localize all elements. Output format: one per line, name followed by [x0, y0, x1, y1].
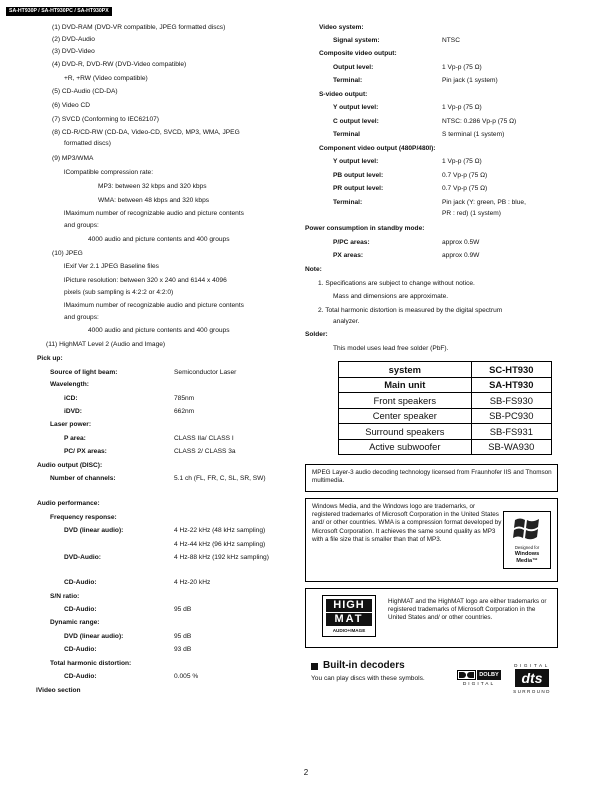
spec-value: 0.005 %: [174, 673, 199, 680]
spec-value: 1 Vp-p (75 Ω): [442, 104, 482, 111]
spec-heading: Video system:: [319, 24, 364, 31]
spec-label: PR output level:: [333, 185, 384, 192]
spec-value: 4 Hz-20 kHz: [174, 579, 211, 586]
spec-label: Source of light beam:: [50, 369, 118, 376]
spec-label: Signal system:: [333, 37, 380, 44]
spec-label: Y output level:: [333, 104, 379, 111]
windows-media-text: Windows Media, and the Windows logo are trademarks, or registered trademarks of Microsoft Corporation in the United States and/ or other countries. WMA is a compression format developed by Microsoft Corporation. It achieves the same sound quality as MP3 with a file size that is smaller than that of MP3.: [312, 503, 502, 543]
table-cell: Front speakers: [339, 393, 472, 409]
spec-label: iCD:: [64, 395, 78, 402]
windows-media-box: [305, 498, 558, 582]
disc-item: 4000 audio and picture contents and 400 groups: [88, 236, 230, 243]
spec-label: PC/ PX areas:: [64, 448, 107, 455]
spec-value: approx 0.5W: [442, 239, 480, 246]
highmat-logo: [322, 595, 376, 637]
spec-value: PR : red) (1 system): [442, 210, 501, 217]
spec-heading: Solder:: [305, 331, 328, 338]
spec-label: Terminal: [333, 131, 360, 138]
spec-heading: Laser power:: [50, 421, 92, 428]
table-row: [339, 408, 552, 424]
dolby-label: DOLBY: [477, 670, 501, 680]
table-cell: SA-HT930: [471, 377, 551, 393]
spec-heading: Power consumption in standby mode:: [305, 225, 425, 232]
disc-item: (3) DVD-Video: [52, 48, 95, 55]
double-d-icon: [457, 670, 476, 680]
note-text: 2. Total harmonic distortion is measured by the digital spectrum: [318, 307, 503, 314]
table-cell: Center speaker: [339, 408, 472, 424]
spec-value: Pin jack (1 system): [442, 77, 498, 84]
note-text: 1. Specifications are subject to change without notice.: [318, 280, 475, 287]
disc-item: (11) HighMAT Level 2 (Audio and Image): [46, 341, 166, 348]
disc-item: formatted discs): [64, 140, 111, 147]
model-table: [338, 361, 552, 455]
windows-media-logo: [503, 511, 551, 569]
table-row: [339, 439, 552, 455]
spec-heading: lVideo section: [36, 687, 81, 694]
spec-value: 4 Hz-22 kHz (48 kHz sampling): [174, 527, 266, 534]
disc-item: (2) DVD-Audio: [52, 36, 95, 43]
highmat-text: HighMAT and the HighMAT logo are either trademarks or registered trademarks of Microsoft Corporation in the United States and/ or other countries.: [388, 598, 547, 622]
spec-label: iDVD:: [64, 408, 82, 415]
table-cell: SC-HT930: [471, 362, 551, 378]
spec-value: 4 Hz-88 kHz (192 kHz sampling): [174, 554, 269, 561]
spec-heading: Note:: [305, 266, 322, 273]
table-cell: Surround speakers: [339, 424, 472, 440]
disc-item: lMaximum number of recognizable audio and picture contents: [64, 210, 244, 217]
spec-label: CD-Audio:: [64, 606, 97, 613]
spec-value: CLASS 2/ CLASS 3a: [174, 448, 236, 455]
dts-logo: [510, 663, 554, 695]
table-cell: SB-FS930: [471, 393, 551, 409]
disc-item: +R, +RW (Video compatible): [64, 75, 148, 82]
disc-item: and groups:: [64, 314, 99, 321]
spec-value: 0.7 Vp-p (75 Ω): [442, 172, 488, 179]
windows-logo-line3: Media™: [516, 558, 538, 564]
dts-top-label: DIGITAL: [514, 663, 550, 668]
disc-item: (10) JPEG: [52, 250, 83, 257]
disc-item: (7) SVCD (Conforming to IEC62107): [52, 116, 160, 123]
spec-value: 662nm: [174, 408, 195, 415]
spec-heading: Audio output (DISC):: [37, 462, 103, 469]
highmat-logo-bottom: AUDIO+IMAGE: [332, 628, 366, 633]
disc-item: WMA: between 48 kbps and 320 kbps: [98, 197, 210, 204]
table-cell: Active subwoofer: [339, 439, 472, 455]
spec-label: DVD-Audio:: [64, 554, 101, 561]
dolby-sub-label: DIGITAL: [462, 682, 496, 687]
spec-label: DVD (linear audio):: [64, 633, 124, 640]
table-row: [339, 377, 552, 393]
mpeg-license-box: [305, 464, 558, 492]
windows-logo-line2: Windows: [514, 551, 540, 557]
spec-label: Terminal:: [333, 199, 363, 206]
spec-label: CD-Audio:: [64, 673, 97, 680]
spec-value: CLASS IIa/ CLASS I: [174, 435, 234, 442]
spec-label: Y output level:: [333, 158, 379, 165]
table-cell: Main unit: [339, 377, 472, 393]
table-row: [339, 362, 552, 378]
spec-value: Semiconductor Laser: [174, 369, 237, 376]
spec-label: Number of channels:: [50, 475, 116, 482]
document-header: SA-HT930P / SA-HT930PC / SA-HT930PX: [6, 7, 112, 16]
spec-value: Pin jack (Y: green, PB : blue,: [442, 199, 526, 206]
disc-item: (1) DVD-RAM (DVD-VR compatible, JPEG formatted discs): [52, 24, 226, 31]
spec-heading: Frequency response:: [50, 514, 117, 521]
spec-value: 1 Vp-p (75 Ω): [442, 158, 482, 165]
disc-item: pixels (sub sampling is 4:2:2 or 4:2:0): [64, 289, 174, 296]
table-cell: SB-FS931: [471, 424, 551, 440]
spec-heading: Component video output (480P/480I):: [319, 145, 436, 152]
spec-label: C output level:: [333, 118, 379, 125]
spec-heading: S/N ratio:: [50, 593, 80, 600]
note-text: analyzer.: [333, 318, 360, 325]
disc-item: and groups:: [64, 222, 99, 229]
note-text: Mass and dimensions are approximate.: [333, 293, 449, 300]
spec-heading: Wavelength:: [50, 381, 89, 388]
disc-item: 4000 audio and picture contents and 400 groups: [88, 327, 230, 334]
table-cell: SB-PC930: [471, 408, 551, 424]
dts-bottom-label: SURROUND: [513, 689, 551, 694]
disc-item: (5) CD-Audio (CD-DA): [52, 88, 118, 95]
disc-item: lExif Ver 2.1 JPEG Baseline files: [64, 263, 159, 270]
spec-value: 4 Hz-44 kHz (96 kHz sampling): [174, 541, 266, 548]
dts-label: dts: [515, 669, 549, 687]
spec-label: PB output level:: [333, 172, 384, 179]
spec-value: NTSC: 0.286 Vp-p (75 Ω): [442, 118, 517, 125]
spec-label: P/PC areas:: [333, 239, 370, 246]
mpeg-license-text: MPEG Layer-3 audio decoding technology licensed from Fraunhofer IIS and Thomson multimedia.: [312, 469, 552, 485]
table-cell: SB-WA930: [471, 439, 551, 455]
spec-value: 1 Vp-p (75 Ω): [442, 64, 482, 71]
highmat-logo-mid: MAT: [326, 613, 372, 626]
spec-label: CD-Audio:: [64, 646, 97, 653]
windows-flag-icon: [513, 516, 541, 542]
spec-value: 5.1 ch (FL, FR, C, SL, SR, SW): [174, 475, 266, 482]
disc-item: (9) MP3/WMA: [52, 155, 94, 162]
spec-value: 0.7 Vp-p (75 Ω): [442, 185, 488, 192]
highmat-box: [305, 588, 558, 648]
spec-value: 95 dB: [174, 606, 192, 613]
spec-label: Terminal:: [333, 77, 363, 84]
spec-heading: Composite video output:: [319, 50, 397, 57]
disc-item: (8) CD-R/CD-RW (CD-DA, Video-CD, SVCD, MP3, WMA, JPEG: [52, 129, 240, 136]
spec-label: Output level:: [333, 64, 374, 71]
disc-item: lMaximum number of recognizable audio and picture contents: [64, 302, 244, 309]
spec-heading: Pick up:: [37, 355, 63, 362]
highmat-logo-top: HIGH: [326, 599, 372, 612]
table-cell: system: [339, 362, 472, 378]
decoders-text: You can play discs with these symbols.: [311, 675, 425, 682]
spec-label: CD-Audio:: [64, 579, 97, 586]
dolby-digital-logo: [457, 670, 501, 690]
page-number: 2: [303, 768, 309, 777]
spec-value: NTSC: [442, 37, 460, 44]
spec-value: 785nm: [174, 395, 195, 402]
spec-label: PX areas:: [333, 252, 364, 259]
disc-item: lPicture resolution: between 320 x 240 and 6144 x 4096: [64, 277, 227, 284]
spec-heading: Total harmonic distortion:: [50, 660, 132, 667]
spec-value: 93 dB: [174, 646, 192, 653]
spec-value: S terminal (1 system): [442, 131, 505, 138]
spec-value: approx 0.9W: [442, 252, 480, 259]
decoders-title: Built-in decoders: [323, 660, 405, 671]
table-row: [339, 393, 552, 409]
windows-logo-line1: Designed for: [514, 545, 540, 550]
disc-item: (4) DVD-R, DVD-RW (DVD-Video compatible): [52, 61, 187, 68]
spec-label: P area:: [64, 435, 86, 442]
solder-text: This model uses lead free solder (PbF).: [333, 345, 449, 352]
spec-label: DVD (linear audio):: [64, 527, 124, 534]
table-row: [339, 424, 552, 440]
spec-heading: S-video output:: [319, 91, 368, 98]
spec-heading: Audio performance:: [37, 500, 100, 507]
disc-item: lCompatible compression rate:: [64, 169, 154, 176]
spec-value: 95 dB: [174, 633, 192, 640]
bullet-square-icon: [311, 663, 318, 670]
disc-item: MP3: between 32 kbps and 320 kbps: [98, 183, 207, 190]
disc-item: (6) Video CD: [52, 102, 90, 109]
spec-heading: Dynamic range:: [50, 619, 100, 626]
